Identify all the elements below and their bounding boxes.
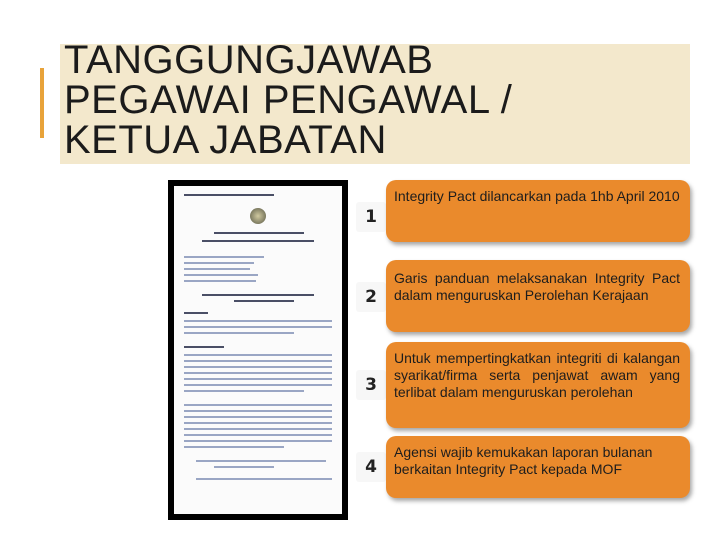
doc-heading-line — [202, 294, 314, 296]
doc-text-line — [184, 390, 304, 392]
item-card — [386, 180, 690, 242]
doc-header-line — [202, 240, 314, 242]
item-text: Untuk mempertingkatkan integriti di kalangan syarikat/firma serta penjawat awam yang terlibat dalam menguruskan perolehan — [394, 350, 680, 400]
item-text: Agensi wajib kemukakan laporan bulanan berkaitan Integrity Pact kepada MOF — [394, 444, 653, 477]
doc-text-line — [184, 274, 258, 276]
doc-subheading-line — [184, 312, 208, 314]
doc-text-line — [184, 366, 332, 368]
item-text: Garis panduan melaksanakan Integrity Pact dalam menguruskan Perolehan Kerajaan — [394, 270, 680, 303]
doc-text-line — [184, 262, 254, 264]
item-text: Integrity Pact dilancarkan pada 1hb April 2010 — [394, 188, 680, 204]
doc-heading-line — [234, 300, 294, 302]
item-number: 2 — [356, 282, 386, 312]
doc-text-line — [184, 440, 332, 442]
circular-document-image — [168, 180, 348, 520]
doc-text-line — [184, 428, 332, 430]
title-line-1: TANGGUNGJAWAB — [64, 38, 434, 82]
doc-text-line — [184, 384, 332, 386]
doc-text-line — [184, 268, 250, 270]
doc-text-line — [184, 256, 264, 258]
doc-text-line — [184, 404, 332, 406]
item-number: 4 — [356, 452, 386, 482]
doc-text-line — [184, 326, 332, 328]
doc-text-line — [184, 280, 256, 282]
title-line-2: PEGAWAI PENGAWAL / — [64, 78, 513, 122]
title-line-3: KETUA JABATAN — [64, 118, 387, 162]
doc-subheading-line — [184, 346, 224, 348]
doc-header-line — [214, 232, 304, 234]
doc-text-line — [184, 360, 332, 362]
government-crest-icon — [250, 208, 266, 224]
doc-text-line — [184, 332, 294, 334]
doc-list-line — [196, 478, 332, 480]
doc-text-line — [184, 378, 332, 380]
item-card — [386, 342, 690, 428]
slide-title — [64, 40, 704, 160]
doc-text-line — [184, 434, 332, 436]
doc-text-line — [184, 354, 332, 356]
doc-list-line — [214, 466, 274, 468]
doc-list-line — [196, 460, 326, 462]
doc-text-line — [184, 372, 332, 374]
doc-text-line — [184, 422, 332, 424]
item-number: 3 — [356, 370, 386, 400]
doc-ref-line — [184, 194, 274, 196]
document-page — [174, 186, 342, 514]
doc-text-line — [184, 320, 332, 322]
doc-text-line — [184, 446, 284, 448]
item-number: 1 — [356, 202, 386, 232]
item-card — [386, 260, 690, 332]
doc-text-line — [184, 410, 332, 412]
title-accent-bar — [40, 68, 44, 138]
item-card — [386, 436, 690, 498]
doc-text-line — [184, 416, 332, 418]
